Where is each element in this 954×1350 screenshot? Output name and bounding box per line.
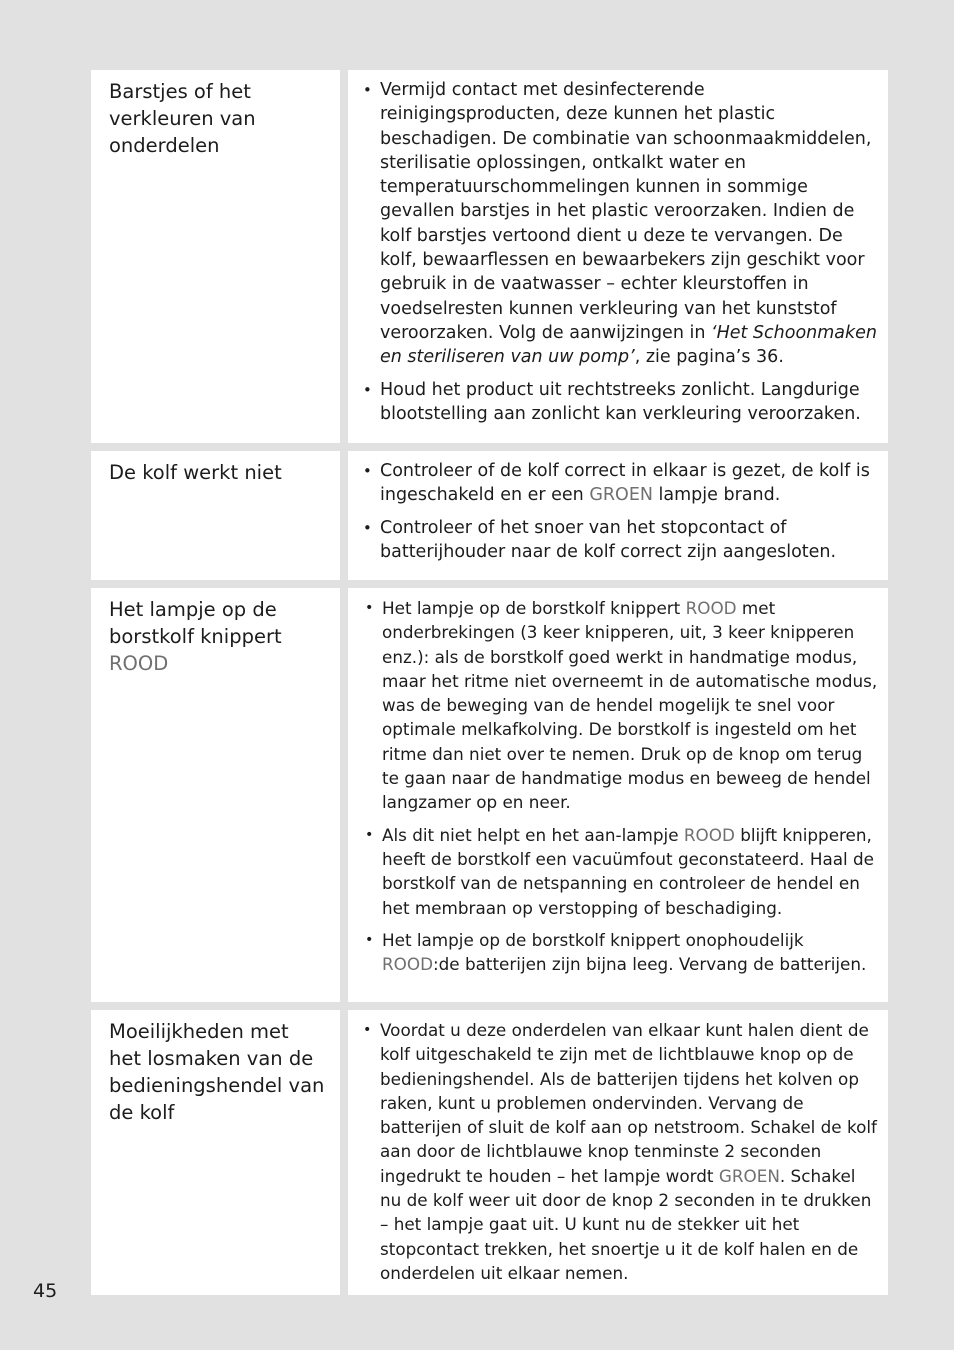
light-color-label: GROEN [718,1165,780,1186]
problem-cell-detaching-handle [91,1010,340,1295]
solution-cell-not-working [348,451,888,580]
light-color-label: ROOD [683,824,735,845]
solution-cell-detaching-handle [348,1010,888,1295]
light-color-label: ROOD [109,652,169,675]
problem-cell-red-light [91,588,340,1002]
page-number: 45 [33,1280,58,1302]
solution-list [362,78,878,426]
list-item: • Vermijd contact met desinfecterende reinigingsproducten, deze kunnen het plastic beschadigen. De combinatie van schoonmaakmiddelen, sterilisatie oplossingen, ontkalkt water en temperatuurschommelingen kunnen in sommige gevallen barstjes in het plastic veroorzaken. Indien de kolf barstjes vertoond dient u deze te vervangen. De kolf, bewaarflessen en bewaarbekers zijn geschikt voor gebruik in de vaatwasser – echter kleurstoffen in voedselresten kunnen verkleuring van het kunststof veroorzaken. Volg de aanwijzingen in ‘Het Schoonmaken en steriliseren van uw pomp’, zie pagina’s 36. [362,78,878,370]
list-item: • Als dit niet helpt en het aan-lampje ROOD blijft knipperen, heeft de borstkolf een vacuümfout geconstateerd. Haal de borstkolf van de netspanning en controleer de hendel en het membraan op verstopping of beschadiging. [364,823,878,920]
light-color-label: ROOD [685,598,737,618]
problem-text: Het lampje op de borstkolf knippert [109,598,282,648]
list-item: • Voordat u deze onderdelen van elkaar kunt halen dient de kolf uitgeschakeld te zijn met de lichtblauwe knop op de bedieningshendel. Als de batterijen tijdens het kolven op raken, kunt u problemen ondervinden. Vervang de batterijen of sluit de kolf aan op netstroom. Schakel de kolf aan door de lichtblauwe knop tenminste 2 seconden ingedrukt te houden – het lampje wordt GROEN. Schakel nu de kolf weer uit door de knop 2 seconden in te drukken – het lampje gaat uit. U kunt nu de stekker uit het stopcontact trekken, het snoertje u it de kolf halen en de onderdelen uit elkaar nemen. [362,1018,878,1285]
problem-cell-discoloration [91,70,340,443]
list-item: • Het lampje op de borstkolf knippert onophoudelijk ROOD:de batterijen zijn bijna leeg. Vervang de batterijen. [364,928,878,977]
list-item: • Het lampje op de borstkolf knippert ROOD met onderbrekingen (3 keer knipperen, uit, 3 keer knipperen enz.): als de borstkolf goed werkt in handmatige modus, maar het ritme niet overneemt in de automatische modus, was de beweging van de hendel mogelijk te snel voor optimale melkafkolving. De borstkolf is ingesteld om het ritme dan niet over te nemen. Druk op de knop om terug te gaan naar de handmatige modus en beweeg de hendel langzamer op en neer. [364,596,878,815]
list-item: • Houd het product uit rechtstreeks zonlicht. Langdurige blootstelling aan zonlicht kan verkleuring veroorzaken. [362,378,878,427]
guide-reference: ‘Het Schoonmaken en steriliseren van uw pomp’ [380,322,878,368]
light-color-label: ROOD [382,954,433,975]
list-item: • Controleer of de kolf correct in elkaar is gezet, de kolf is ingeschakeld en er een GROEN lampje brand. [362,459,878,508]
light-color-label: GROEN [589,485,653,506]
solution-cell-discoloration [348,70,888,443]
solution-list [362,1018,878,1285]
problem-text: Barstjes of het verkleuren van onderdelen [109,80,256,157]
list-item: • Controleer of het snoer van het stopcontact of batterijhouder naar de kolf correct zijn aangesloten. [362,516,878,565]
solution-list [362,459,878,564]
solution-cell-red-light [348,588,888,1002]
solution-list [364,596,878,976]
problem-cell-not-working [91,451,340,580]
problem-text: De kolf werkt niet [109,461,282,484]
problem-text: Moeilijkheden met het losmaken van de bedieningshendel van de kolf [109,1020,325,1124]
